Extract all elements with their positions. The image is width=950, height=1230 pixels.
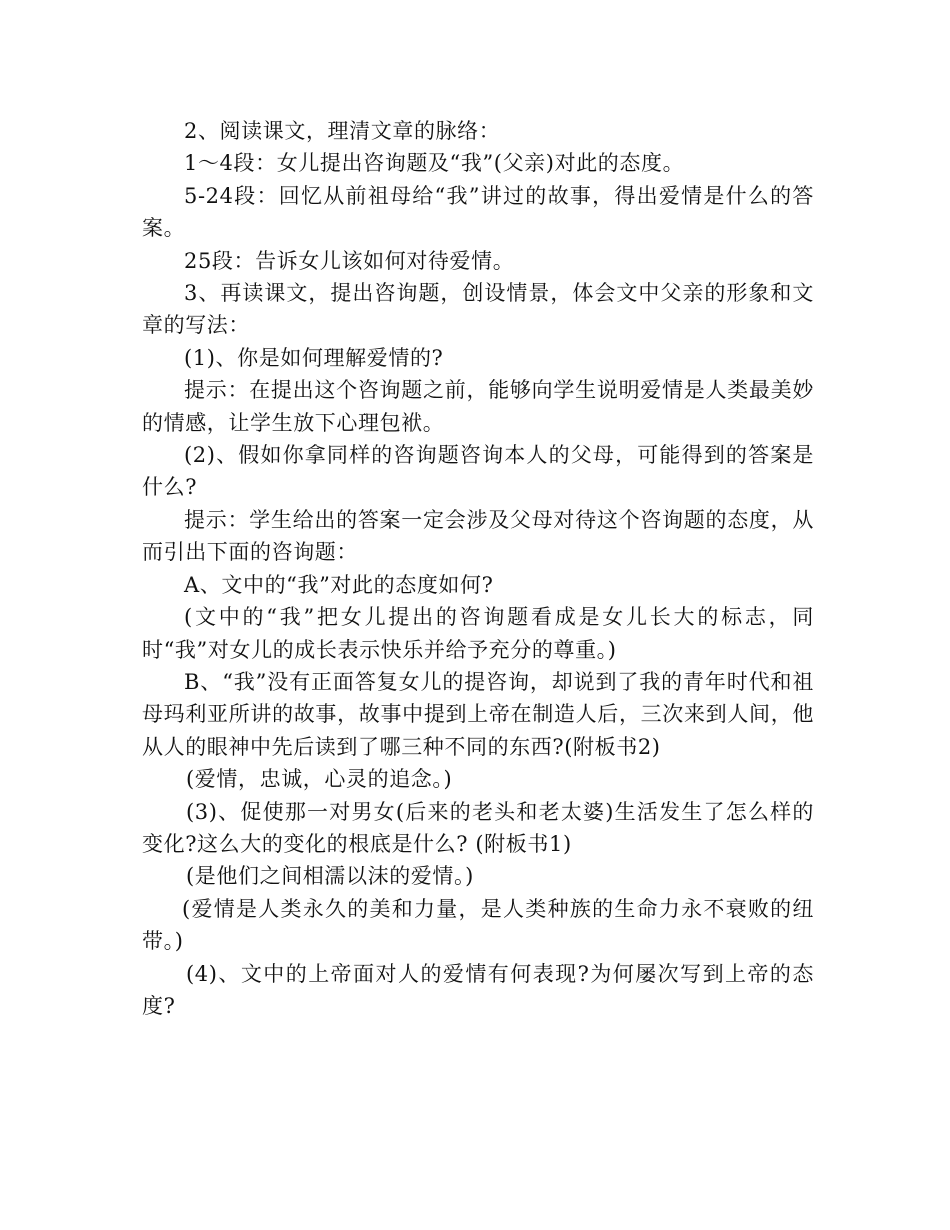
paragraph-hint-1: 提示：在提出这个咨询题之前，能够向学生说明爱情是人类最美妙的情感，让学生放下心理包袱。 [142,378,814,435]
paragraph-answer-3: (是他们之间相濡以沫的爱情。) [186,864,474,889]
document-body [142,115,814,1022]
paragraph-reread-task: 3、再读课文，提出咨询题，创设情景，体会文中父亲的形象和文章的写法： [142,281,814,338]
paragraph-answer-a: (文中的“我”把女儿提出的咨询题看成是女儿长大的标志，同时“我”对女儿的成长表示快乐并给予充分的尊重。) [142,605,814,662]
paragraph-love-statement: (爱情是人类永久的美和力量，是人类种族的生命力永不衰败的纽带。) [142,896,814,954]
paragraph-section-25: 25段：告诉女儿该如何对待爱情。 [184,248,515,273]
paragraph-answer-b: (爱情，忠诚，心灵的追念。) [186,767,453,792]
paragraph-section-5-24: 5-24段：回忆从前祖母给“我”讲过的故事，得出爱情是什么的答案。 [142,183,814,241]
paragraph-question-1: (1)、你是如何理解爱情的? [184,345,444,370]
paragraph-question-4: (4)、文中的上帝面对人的爱情有何表现?为何屡次写到上帝的态度? [142,961,814,1018]
paragraph-question-a: A、文中的“我”对此的态度如何? [184,572,494,597]
paragraph-question-2: (2)、假如你拿同样的咨询题咨询本人的父母，可能得到的答案是什么? [142,443,814,500]
paragraph-hint-2: 提示：学生给出的答案一定会涉及父母对待这个咨询题的态度，从而引出下面的咨询题： [142,507,814,565]
paragraph-question-3: (3)、促使那一对男女(后来的老头和老太婆)生活发生了怎么样的变化?这么大的变化的根底是什么? (附板书1) [142,799,814,856]
paragraph-section-1-4: 1～4段：女儿提出咨询题及“我”(父亲)对此的态度。 [184,151,685,176]
paragraph-reading-outline: 2、阅读课文，理清文章的脉络： [184,119,501,143]
paragraph-question-b: B、“我”没有正面答复女儿的提咨询，却说到了我的青年时代和祖母玛利亚所讲的故事，故事中提到上帝在制造人后，三次来到人间，他从人的眼神中先后读到了哪三种不同的东西?(附板书2) [142,669,814,759]
